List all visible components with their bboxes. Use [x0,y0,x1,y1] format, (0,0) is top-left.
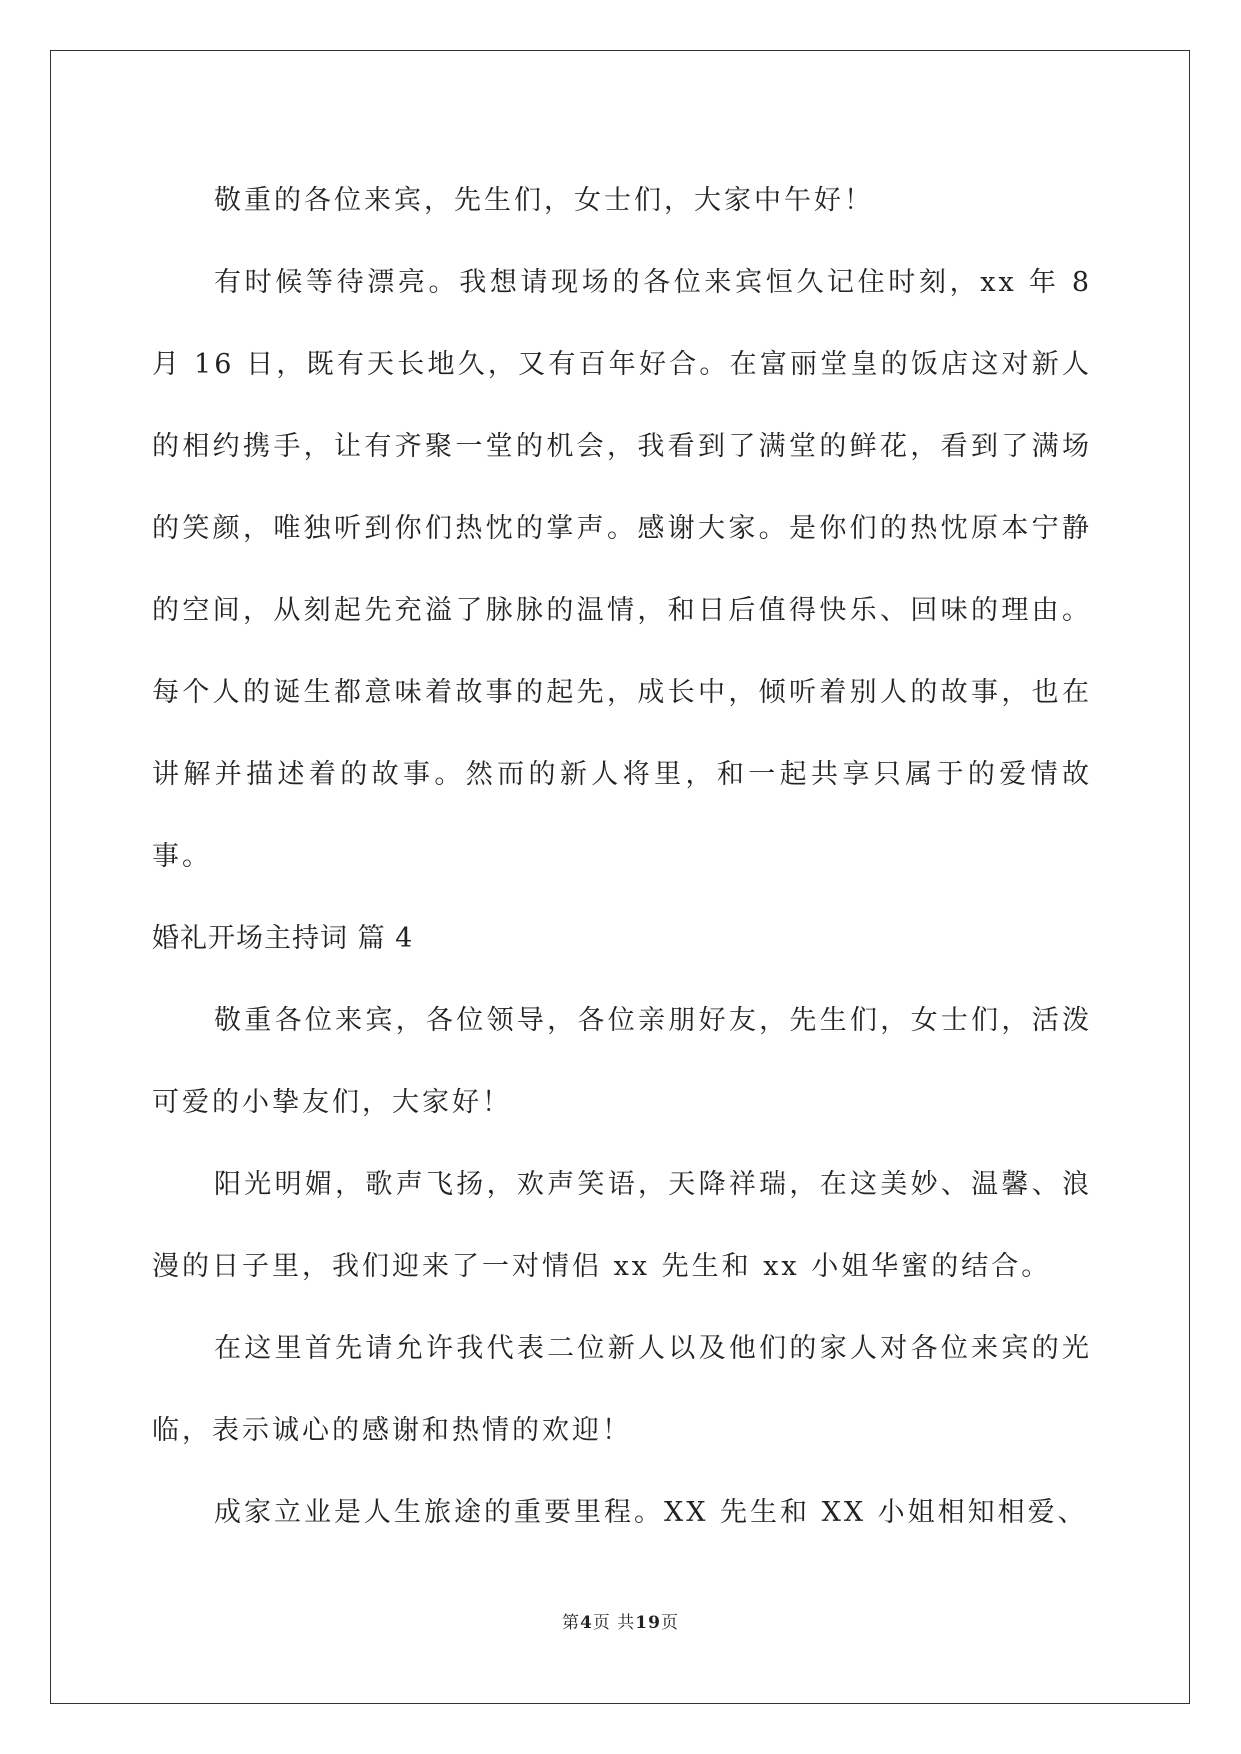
footer-page-number: 4 [580,1613,593,1633]
paragraph-milestone: 成家立业是人生旅途的重要里程。XX 先生和 XX 小姐相知相爱、 [214,1497,1088,1528]
footer-prefix: 第 [562,1613,581,1633]
footer-middle: 页 共 [592,1613,636,1633]
document-body [152,160,1104,1554]
paragraph-sunshine: 阳光明媚，歌声飞扬，欢声笑语，天降祥瑞，在这美妙、温馨、浪漫的日子里，我们迎来了一对情侣 xx 先生和 xx 小姐华蜜的结合。 [152,1169,1092,1282]
page-footer [0,1608,1241,1633]
paragraph-opening-speech: 有时候等待漂亮。我想请现场的各位来宾恒久记住时刻，xx 年 8 月 16 日，既有天长地久，又有百年好合。在富丽堂皇的饭店这对新人的相约携手，让有齐聚一堂的机会，我看到了满堂的鲜花，看到了满场的笑颜，唯独听到你们热忱的掌声。感谢大家。是你们的热忱原本宁静的空间，从刻起先充溢了脉脉的温情，和日后值得快乐、回味的理由。每个人的诞生都意味着故事的起先，成长中，倾听着别人的故事，也在讲解并描述着的故事。然而的新人将里，和一起共享只属于的爱情故事。 [152,267,1104,872]
footer-suffix: 页 [660,1613,679,1633]
paragraph-thanks: 在这里首先请允许我代表二位新人以及他们的家人对各位来宾的光临，表示诚心的感谢和热情的欢迎！ [152,1333,1092,1446]
paragraph-welcome: 敬重各位来宾，各位领导，各位亲朋好友，先生们，女士们，活泼可爱的小挚友们，大家好！ [152,1005,1092,1118]
paragraph-greeting: 敬重的各位来宾，先生们，女士们，大家中午好！ [214,185,874,216]
footer-total-pages: 19 [635,1613,661,1633]
section-heading: 婚礼开场主持词 篇 4 [152,923,414,954]
